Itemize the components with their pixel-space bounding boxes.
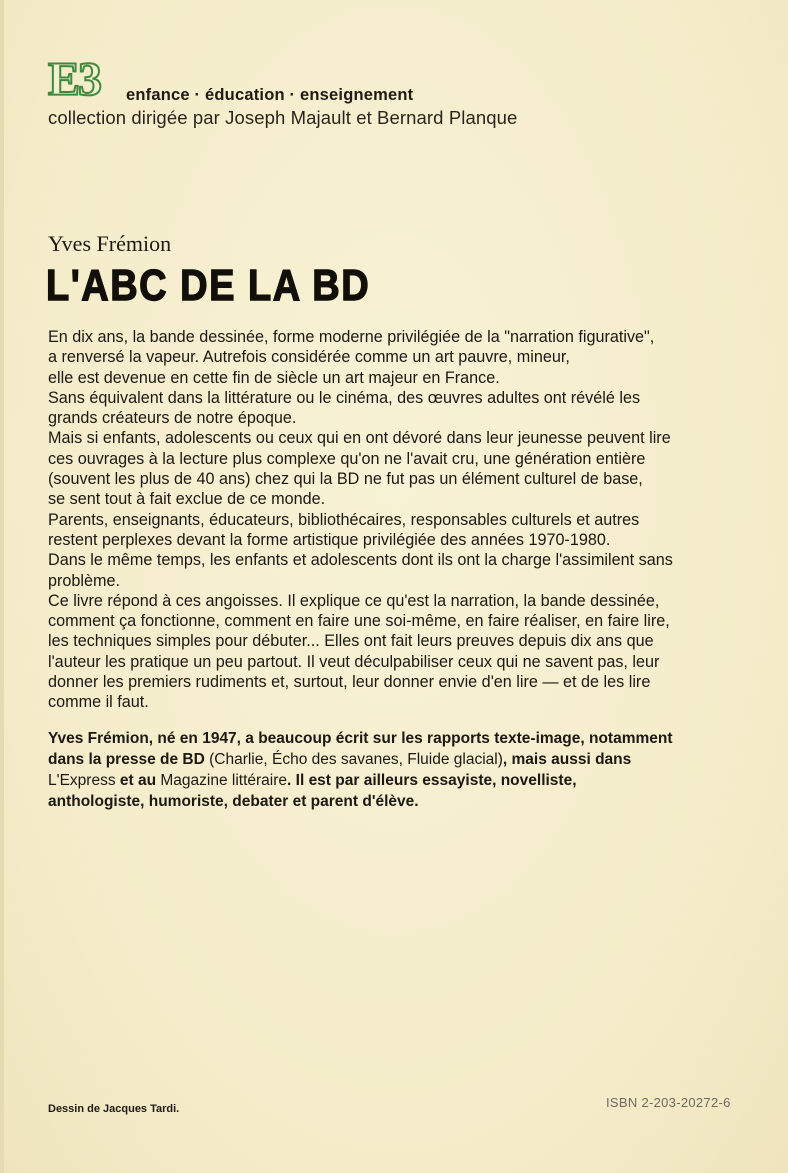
summary-line: Parents, enseignants, éducateurs, bibliothécaires, responsables culturels et autres xyxy=(48,510,640,529)
summary-line: Dans le même temps, les enfants et adolescents dont ils ont la charge l'assimilent sans xyxy=(48,551,673,570)
summary-line: (souvent les plus de 40 ans) chez qui la BD ne fut pas un élément culturel de base, xyxy=(48,470,643,489)
summary-text xyxy=(48,327,688,713)
summary-line: En dix ans, la bande dessinée, forme moderne privilégiée de la "narration figurative", xyxy=(48,328,655,346)
summary-line: ces ouvrages à la lecture plus complexe qu'on ne l'avait cru, une génération entière xyxy=(48,449,646,468)
summary-line: les techniques simples pour débuter... Elles ont fait leurs preuves depuis dix ans que xyxy=(48,632,654,651)
book-title: L'ABC DE LA BD xyxy=(46,262,371,311)
summary-line: grands créateurs de notre époque. xyxy=(48,409,297,428)
bio-text: , mais aussi dans xyxy=(502,751,632,768)
bio-text: . Il est par ailleurs essayiste, novelliste, xyxy=(287,772,577,789)
summary-line: comme il faut. xyxy=(48,693,149,712)
summary-line: Ce livre répond à ces angoisses. Il explique ce qu'est la narration, la bande dessinée, xyxy=(48,591,660,610)
bio-magazine: Magazine littéraire xyxy=(160,772,288,789)
author-bio xyxy=(48,728,748,812)
cover-edge xyxy=(0,0,4,1173)
summary-line: donner les premiers rudiments et, surtout, leur donner envie d'en lire — et de les lire xyxy=(48,673,651,692)
series-tagline: enfance · éducation · enseignement xyxy=(126,86,414,104)
summary-line: restent perplexes devant la forme artistique privilégiée des années 1970-1980. xyxy=(48,530,611,549)
summary-line: Mais si enfants, adolescents ou ceux qui en ont dévoré dans leur jeunesse peuvent lire xyxy=(48,429,671,448)
author-name: Yves Frémion xyxy=(48,231,172,256)
series-logo: E3 xyxy=(48,53,101,106)
bio-line xyxy=(48,791,748,812)
bio-text: anthologiste, humoriste, debater et parent d'élève. xyxy=(48,793,419,810)
summary-line: comment ça fonctionne, comment en faire une soi-même, en faire réaliser, en faire lire, xyxy=(48,612,670,631)
illustration-credit: Dessin de Jacques Tardi. xyxy=(48,1103,180,1115)
summary-line: a renversé la vapeur. Autrefois considérée comme un art pauvre, mineur, xyxy=(48,348,570,367)
bio-line xyxy=(48,770,748,791)
bio-text: Yves Frémion, né en 1947, a beaucoup écrit sur les rapports texte-image, notamment xyxy=(48,730,673,747)
summary-line: l'auteur les pratique un peu partout. Il veut déculpabiliser ceux qui ne savent pas, leur xyxy=(48,652,660,671)
summary-line: elle est devenue en cette fin de siècle un art majeur en France. xyxy=(48,368,500,387)
bio-magazine: L'Express xyxy=(48,772,116,789)
bio-line xyxy=(48,749,748,770)
summary-line: Sans équivalent dans la littérature ou le cinéma, des œuvres adultes ont révélé les xyxy=(48,388,641,407)
summary-line: problème. xyxy=(48,571,120,590)
collection-editors: collection dirigée par Joseph Majault et Bernard Planque xyxy=(48,107,518,128)
bio-magazines: (Charlie, Écho des savanes, Fluide glacial) xyxy=(204,751,503,768)
summary-line: se sent tout à fait exclue de ce monde. xyxy=(48,490,326,509)
isbn: ISBN 2-203-20272-6 xyxy=(606,1095,731,1110)
bio-text: et au xyxy=(115,772,161,789)
bio-line xyxy=(48,728,748,749)
bio-text: dans la presse de BD xyxy=(48,751,205,768)
